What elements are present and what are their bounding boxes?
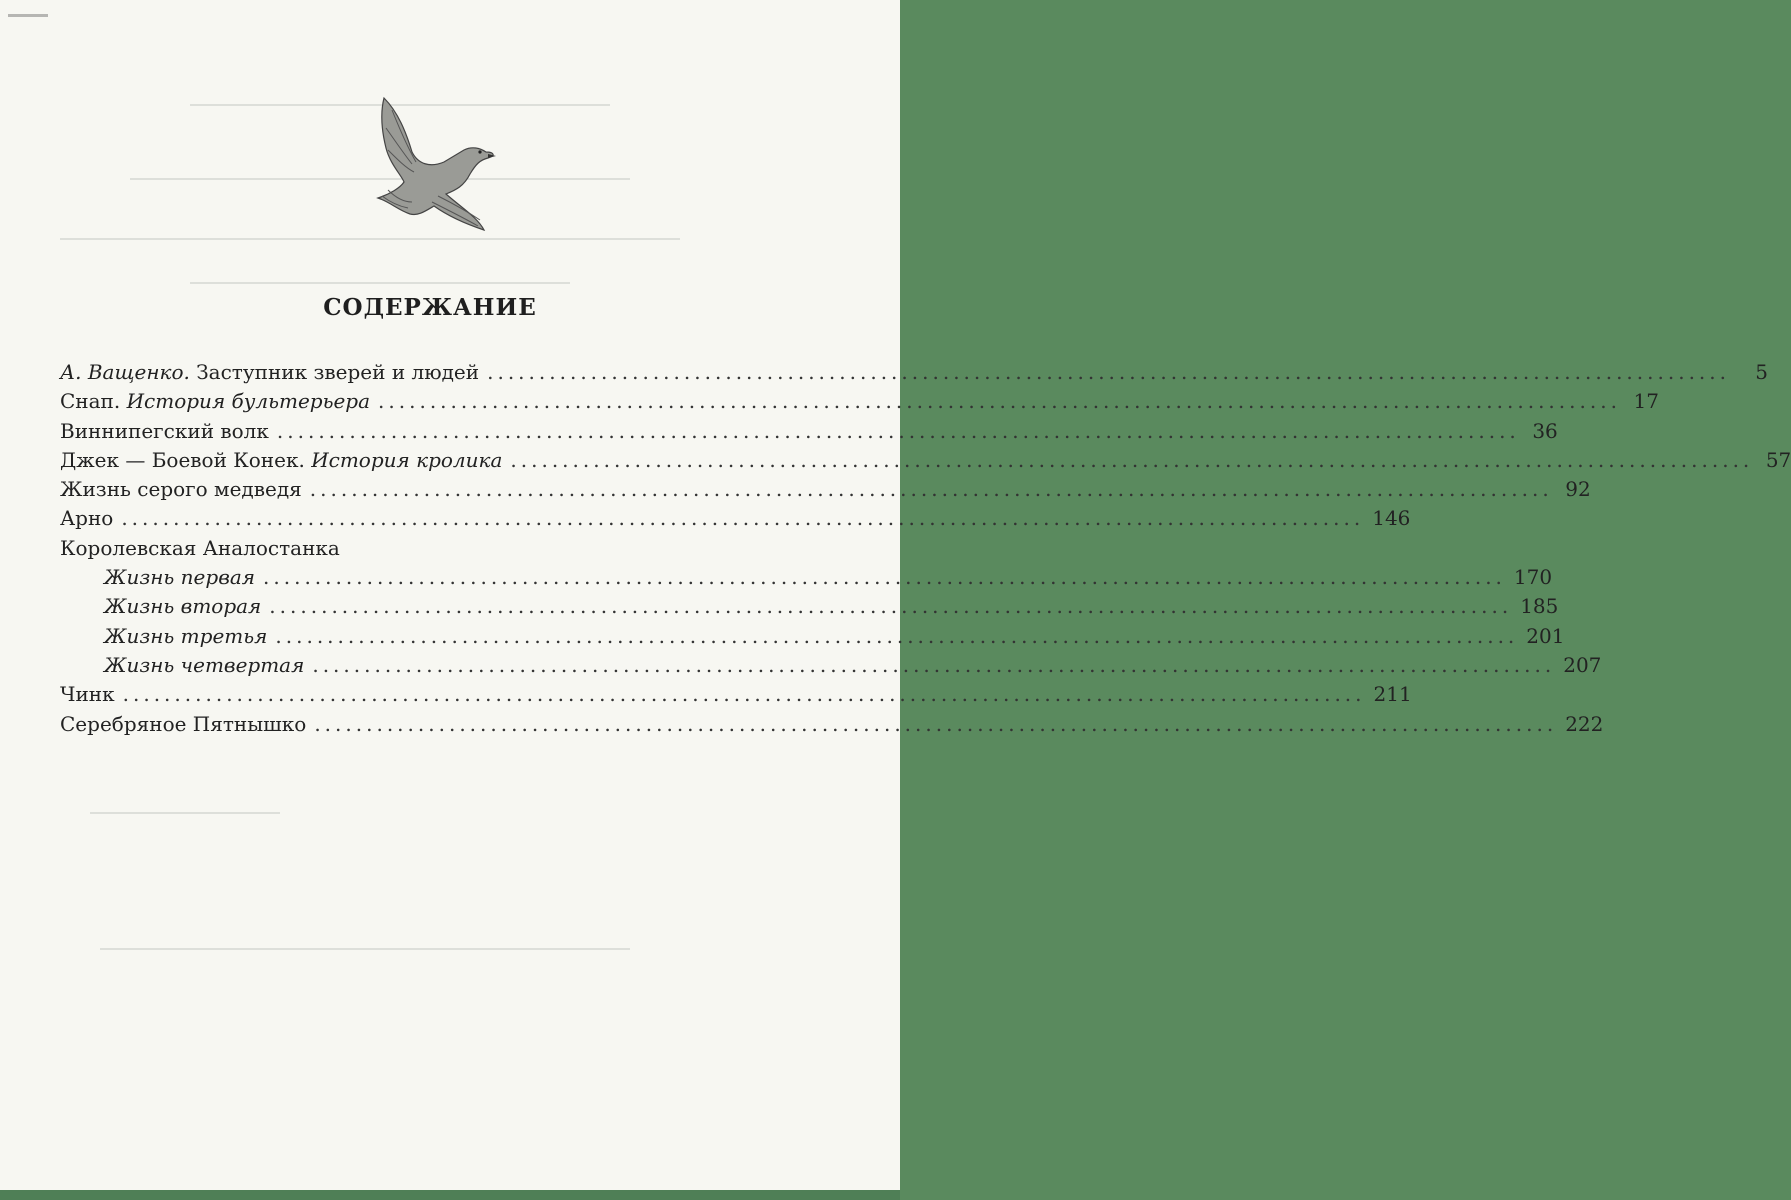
toc-entry [60, 389, 1659, 418]
print-mark [8, 4, 48, 17]
toc-entry-author: А. Ващенко. [60, 360, 190, 384]
toc-entry-text: Снап. [60, 389, 121, 414]
toc-entry [60, 682, 1412, 711]
dot-leader: ........................................................................................................................ [269, 594, 1513, 619]
toc-entry-text: Заступник зверей и людей [196, 360, 480, 384]
page-edge [0, 1190, 900, 1200]
dot-leader: ........................................................................................................................ [122, 682, 1366, 707]
toc-page-number: 222 [1565, 711, 1604, 736]
toc-entry [60, 447, 1791, 477]
toc-entry [60, 565, 1553, 594]
dot-leader: ........................................................................................................................ [510, 447, 1754, 472]
toc-page-number: 17 [1633, 389, 1659, 414]
toc-entry-title [60, 448, 502, 472]
toc-entry-title [60, 360, 479, 384]
toc-page-number: 211 [1373, 682, 1412, 707]
toc-entry [60, 477, 1591, 506]
toc-entry-subtitle: История бультерьера [126, 389, 371, 414]
toc-page-number: 170 [1513, 565, 1553, 590]
toc-entry-subtitle: Жизнь вторая [104, 594, 262, 619]
toc-entry-text: Арно [60, 506, 114, 531]
toc-entry-title [60, 712, 306, 736]
toc-entry-text: Чинк [60, 682, 115, 707]
toc-entry-subtitle: Жизнь четвертая [104, 652, 305, 677]
dot-leader: ........................................................................................................................ [378, 389, 1621, 414]
toc-entry-title [60, 536, 340, 560]
dot-leader: ........................................................................................................................ [121, 506, 1365, 531]
toc-entry-title [104, 653, 304, 677]
toc-entry [60, 594, 1559, 623]
table-of-contents [60, 360, 1791, 741]
toc-entry [60, 623, 1565, 653]
toc-page-number: 92 [1565, 477, 1591, 502]
toc-entry [60, 360, 1768, 389]
dot-leader: ........................................................................................................................ [275, 623, 1519, 648]
toc-entry [60, 506, 1411, 535]
toc-entry-subtitle: Жизнь первая [104, 565, 256, 590]
dot-leader: ........................................................................................................................ [263, 565, 1506, 590]
toc-page-number: 201 [1526, 623, 1565, 648]
toc-entry-title [104, 624, 267, 648]
toc-entry-subtitle: Жизнь третья [104, 623, 268, 648]
toc-page-number: 57 [1765, 447, 1791, 472]
toc-entry-subtitle: История кролика [311, 447, 503, 472]
toc-page-number: 5 [1755, 360, 1768, 384]
toc-entry-text: Виннипегский волк [60, 418, 269, 443]
toc-entry-title [104, 565, 255, 589]
toc-entry-title [60, 389, 370, 413]
toc-entry-title [60, 477, 302, 501]
toc-page-number: 207 [1563, 652, 1602, 677]
toc-page-number: 36 [1532, 418, 1558, 443]
toc-entry-title [60, 419, 269, 443]
toc-entry-text: Королевская Аналостанка [60, 535, 340, 560]
toc-entry-title [60, 682, 115, 706]
dove-illustration [368, 90, 500, 235]
dot-leader: ........................................................................................................................ [312, 652, 1556, 677]
toc-entry-title [104, 594, 261, 618]
toc-page-number: 146 [1372, 506, 1411, 531]
dot-leader: ........................................................................................................................ [314, 711, 1558, 736]
toc-entry [60, 536, 804, 565]
dot-leader: ........................................................................................................................ [276, 418, 1520, 443]
dot-leader: ........................................................................................................................ [309, 477, 1553, 502]
toc-page-number: 185 [1520, 594, 1559, 619]
toc-entry [60, 418, 1558, 448]
toc-entry-text: Жизнь серого медведя [60, 477, 302, 502]
dot-leader: ........................................................................................................................ [487, 360, 1730, 384]
toc-entry-title [60, 506, 113, 530]
toc-entry [60, 711, 1604, 741]
page-title: СОДЕРЖАНИЕ [323, 294, 537, 321]
toc-entry [60, 652, 1602, 682]
toc-entry-text: Серебряное Пятнышко [60, 711, 307, 736]
toc-entry-text: Джек — Боевой Конек. [60, 447, 305, 472]
